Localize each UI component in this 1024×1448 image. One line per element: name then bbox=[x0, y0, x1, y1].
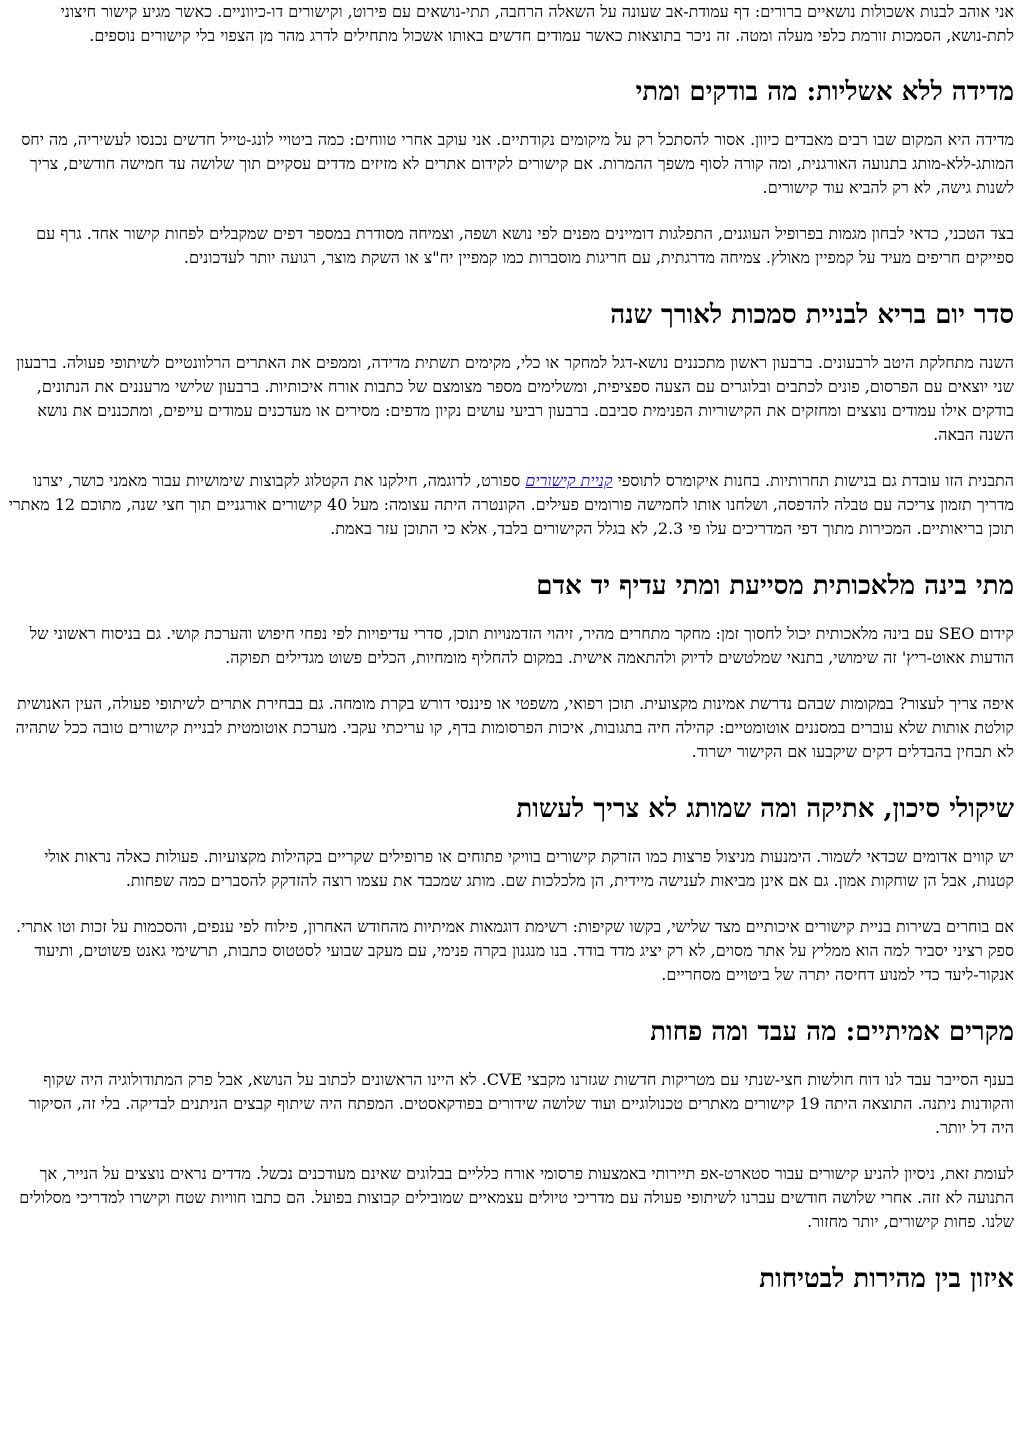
measurement-paragraph-2: בצד הטכני, כדאי לבחון מגמות בפרופיל העוגנים, התפלגות דומיינים מפנים לפי נושא ושפה, וצמיחה מסודרת במספר דפים שמקבלים לפחות קישור אחד. גרף עם ספייקים חריפים מעיד על קמפיין מאולץ. צמיחה מדרגתית, עם חריגות מוסברות כמו קמפיין יח"צ או השקת מוצר, רגועה יותר לעדכונים. bbox=[36, 224, 1014, 267]
ai-paragraph-1: קידום SEO עם בינה מלאכותית יכול לחסוך זמן: מחקר מתחרים מהיר, זיהוי הזדמנויות תוכן, סדרי עדיפויות לפי נפחי חיפוש והערכת קושי. גם בניסוח ראשוני של הודעות אאוט-ריץ' זה שימושי, בתנאי שמלטשים לדיוק ולהתאמה אישית. במקום להחליף מומחיות, הכלים פשוט מגדילים תפוקה. bbox=[29, 624, 1014, 667]
cases-paragraph-2: לעומת זאת, ניסיון להניע קישורים עבור סטארט-אפ תיירותי באמצעות פרסומי אורח כלליים בבלוגים שאינם מעודכנים נכשל. מדדים נראים נוצצים על הנייר, אך התנועה לא זזה. אחרי שלושה חודשים עברנו לשיתופי פעולה עם מדריכי טיולים עצמאיים שמובילים קבוצות בפועל. הם כתבו חוויות שטח וקישרו למדריכי מסלולים שלנו. פחות קישורים, יותר מחזור. bbox=[19, 1164, 1014, 1231]
intro-paragraph: אני אוהב לבנות אשכולות נושאיים ברורים: דף עמודת-אב שעונה על השאלה הרחבה, תתי-נושאים עם פירוט, וקישורים דו-כיווניים. כאשר מגיע קישור חיצוני לתת-נושא, הסמכות זורמת כלפי מעלה ומטה. זה ניכר בתוצאות כאשר עמודים חדשים באותו אשכול מתחילים לדרג מהר מן הצפוי בלי קישורים נוספים. bbox=[60, 2, 1014, 45]
risk-paragraph-1: יש קווים אדומים שכדאי לשמור. הימנעות מניצול פרצות כמו הזרקת קישורים בוויקי פתוחים או פרופילים שקריים בקהילות מקצועיות. פעולות כאלה נראות אולי קטנות, אבל הן שוחקות אמון. גם אם אינן מביאות לענישה מיידית, הן מלכלכות שם. מותג שמכבד את עצמו רוצה להזדקק להסברים כמה שפחות. bbox=[44, 847, 1014, 890]
measurement-paragraph-1: מדידה היא המקום שבו רבים מאבדים כיוון. אסור להסתכל רק על מיקומים נקודתיים. אני עוקב אחרי טווחים: כמה ביטויי לונג-טייל חדשים נכנסו לעשיריה, מה יחס המותג-ללא-מותג בתנועה האורגנית, ומה קורה לסוף משפך ההמרות. אם קישורים לקידום אתרים לא מזיזים מדדים עסקיים תוך שלושה עד חמישה חודשים, צריך לשנות גישה, לא רק להביא עוד קישורים. bbox=[21, 130, 1014, 197]
routine-paragraph-2 bbox=[8, 469, 1014, 541]
heading-speed-safety: איזון בין מהירות לבטיחות bbox=[759, 1264, 1014, 1294]
heading-real-cases: מקרים אמיתיים: מה עבד ומה פחות bbox=[650, 1017, 1014, 1047]
cases-paragraph-1: בענף הסייבר עבד לנו דוח חולשות חצי-שנתי עם מטריקות חדשות שגזרנו מקבצי CVE. לא היינו הראשונים לכתוב על הנושא, אבל פרק המתודולוגיה היה שקוף והקודנות ניתנה. התוצאה היתה 19 קישורים מאתרים טכנולוגיים ועוד שלושה שידורים בפודקאסטים. המפתח היה שיתוף קבצים הניתנים לבדיקה. בלי זה, הסיקור היה דל יותר. bbox=[28, 1070, 1014, 1137]
buy-links-link[interactable]: קניית קישורים bbox=[525, 471, 613, 490]
heading-ai: מתי בינה מלאכותית מסייעת ומתי עדיף יד אדם bbox=[536, 571, 1014, 601]
routine-paragraph-2-end: ספורט, לדוגמה, חילקנו את הקטלוג לקבוצות שימושיות עבור מאמני כושר, יצרנו מדריך תזמון צריכה עם טבלה להדפסה, ושלחנו אותו לחמישה פורומים פעילים. הקונטרה היתה עצומה: מעל 40 קישורים אורגניים תוך חצי שנה, מתוכם 12 מאתרי תוכן בריאותיים. המכירות מתוך דפי המדריכים עלו פי 2.3, לא בגלל הקישורים בלבד, אלא כי התוכן עזר באמת. bbox=[8, 471, 1014, 538]
ai-paragraph-2: איפה צריך לעצור? במקומות שבהם נדרשת אמינות מקצועית. תוכן רפואי, משפטי או פיננסי דורש בקרת מומחה. גם בבחירת אתרים לשיתופי פעולה, העין האנושית קולטת אותות שלא עוברים במסננים אוטומטיים: קהילה חיה בתגובות, איכות הפרסומות בדף, קו עריכתי עקבי. מערכת אוטומטית לבניית קישורים טובה ככל שתהיה לא תבחין בהבדלים דקים שיקבעו אם הקישור ישרוד. bbox=[15, 694, 1014, 761]
routine-paragraph-2-start: התבנית הזו עובדת גם בנישות תחרותיות. בחנות איקומרס לתוספי bbox=[612, 471, 1014, 490]
routine-paragraph-1: השנה מתחלקת היטב לרבעונים. ברבעון ראשון מתכננים נושא-דגל למחקר או כלי, מקימים תשתית מדידה, וממפים את האתרים הרלוונטיים לשיתופי פעולה. ברבעון שני יוצאים עם הפרסום, פונים לכתבים ובלוגרים עם הצעה ספציפית, ומשלימים מספר מצומצם של כתבות אורח איכותיות. ברבעון שלישי מרעננים את הנתונים, בודקים אילו עמודים נוצצים ומחזקים את הקישוריות הפנימית סביבם. ברבעון רביעי עושים נקיון מדפים: מסירים או מעדכנים עמודים עייפים, ומתכננים את נושא השנה הבאה. bbox=[16, 353, 1014, 444]
heading-annual-routine: סדר יום בריא לבניית סמכות לאורך שנה bbox=[610, 300, 1014, 330]
heading-measurement: מדידה ללא אשליות: מה בודקים ומתי bbox=[635, 77, 1014, 107]
risk-paragraph-2: אם בוחרים בשירות בניית קישורים איכותיים מצד שלישי, בקשו שקיפות: רשימת דוגמאות אמיתיות מהחודש האחרון, פילוח לפי ענפים, והסכמות על זכות וטו אתרי. ספק רציני יסביר למה הוא ממליץ על אתר מסוים, לא רק יציג מדד בודד. בנו מנגנון בקרה פנימי, עם מעקב שבועי לסטטוס כתבות, תרשימי גאנט פשוטים, ותיעוד אנקור-ליעד כדי למנוע דחיסה יתרה של ביטויים מסחריים. bbox=[16, 917, 1014, 984]
heading-risk-ethics: שיקולי סיכון, אתיקה ומה שמותג לא צריך לעשות bbox=[516, 794, 1014, 824]
